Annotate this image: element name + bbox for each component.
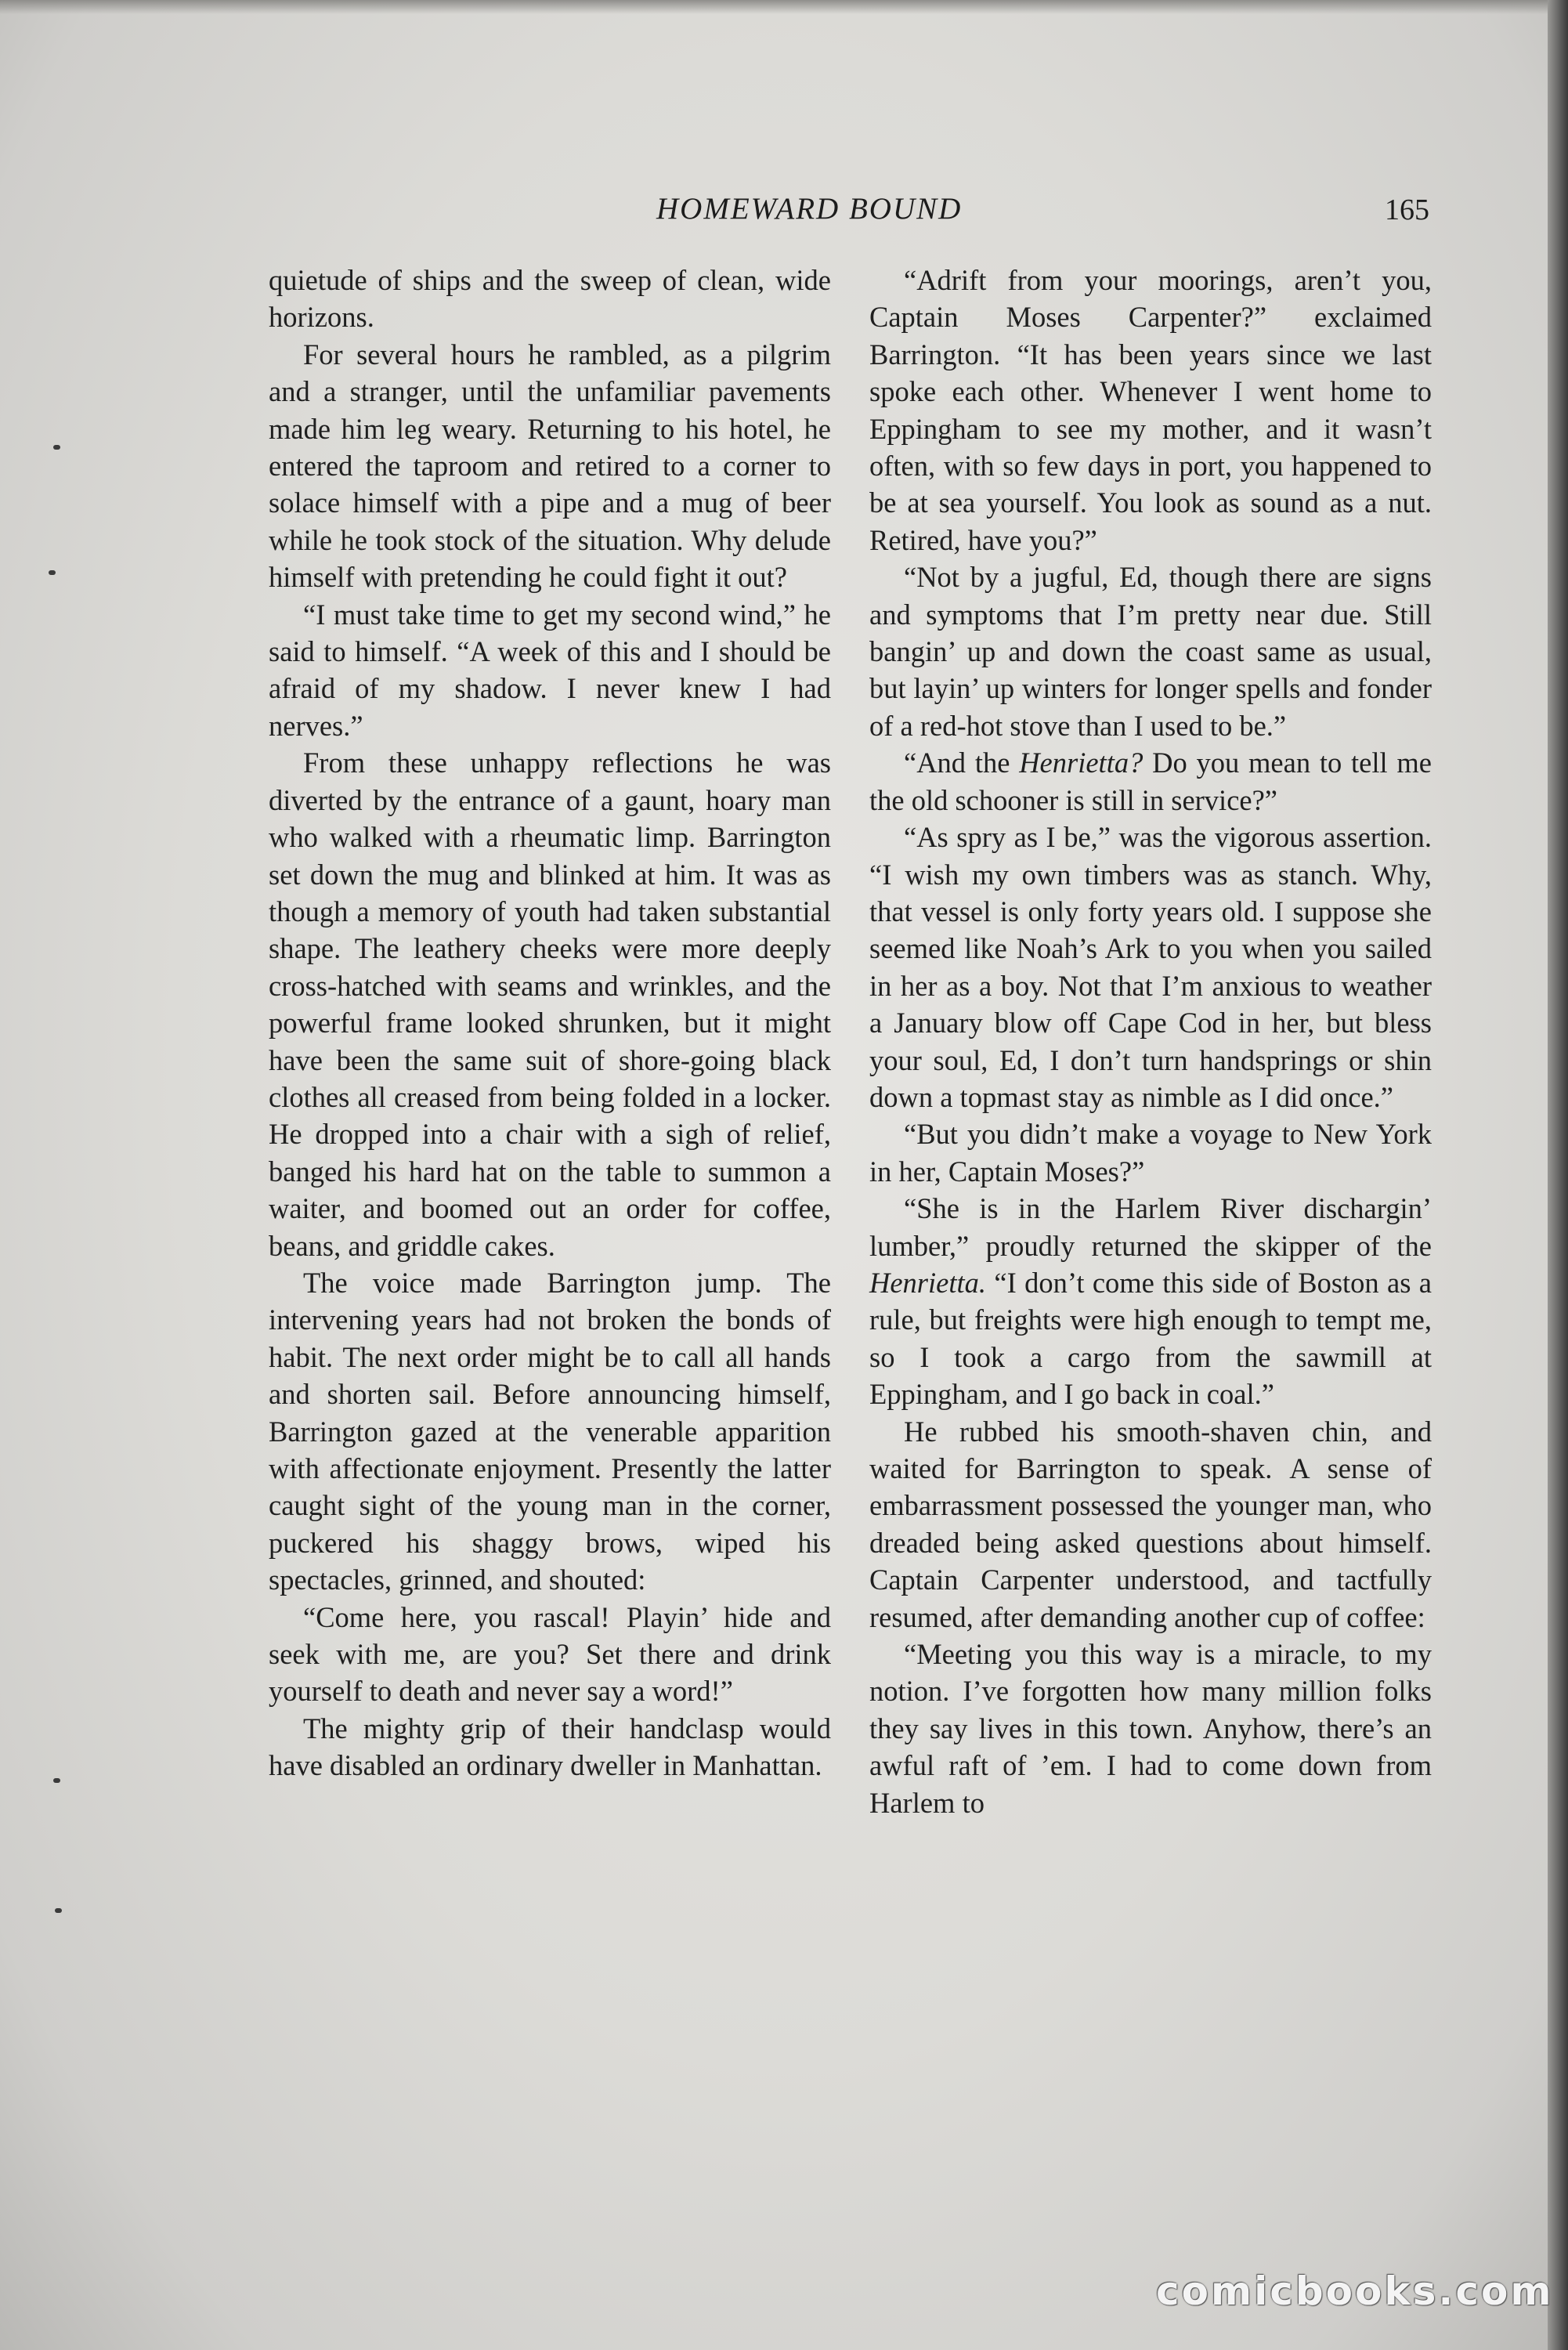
ship-name: Henrietta? xyxy=(1019,747,1143,779)
paragraph-text: “And the xyxy=(904,747,1020,779)
binding-hole-mark xyxy=(49,570,56,575)
right-text-column xyxy=(869,262,1432,1821)
paragraph xyxy=(869,744,1432,819)
paragraph xyxy=(869,1190,1432,1412)
paragraph: quietude of ships and the sweep of clean, wide horizons. xyxy=(269,264,831,334)
paragraph: “As spry as I be,” was the vigorous assertion. “I wish my own timbers was as stanch. Why, that vessel is only forty years old. I suppose she seemed like Noah’s Ark to you when you sailed in her as a boy. Not that I’m anxious to weather a January blow off Cape Cod in her, but bless your soul, Ed, I don’t turn handsprings or shin down a topmast stay as nimble as I did once.” xyxy=(869,821,1432,1113)
paragraph: “Not by a jugful, Ed, though there are signs and symptoms that I’m pretty near due. Still bangin’ up and down the coast same as usual, but layin’ up winters for longer spells and fonder of a red-hot stove than I used to be.” xyxy=(869,561,1432,742)
paragraph: “I must take time to get my second wind,” he said to himself. “A week of this and I should be afraid of my shadow. I never knew I had nerves.” xyxy=(269,598,831,742)
paragraph-text: Do you mean to tell me the old schooner is still in service?” xyxy=(869,747,1432,816)
running-head xyxy=(0,191,1568,238)
paragraph-text: “I don’t come this side of Boston as a rule, but freights were high enough to tempt me, so I took a cargo from the sawmill at Eppingham, and I go back in coal.” xyxy=(869,1266,1432,1411)
paragraph: “Meeting you this way is a miracle, to my notion. I’ve forgotten how many million folks they say lives in this town. Anyhow, there’s an awful raft of ’em. I had to come down from Harlem to xyxy=(869,1638,1432,1819)
paragraph: The voice made Barrington jump. The intervening years had not broken the bonds of habit. The next order might be to call all hands and shorten sail. Before announcing himself, Barrington gazed at the venerable apparition with affectionate enjoyment. Presently the latter caught sight of the young man in the corner, puckered his shaggy brows, wiped his spectacles, grinned, and shouted: xyxy=(269,1266,831,1596)
paragraph: “Come here, you rascal! Playin’ hide and seek with me, are you? Set there and drink yourself to death and never say a word!” xyxy=(269,1600,831,1708)
paragraph: The mighty grip of their handclasp would have disabled an ordinary dweller in Manhattan. xyxy=(269,1712,831,1782)
page-top-edge-shadow xyxy=(0,0,1568,14)
running-title: HOMEWARD BOUND xyxy=(656,192,963,226)
paragraph: He rubbed his smooth-shaven chin, and waited for Barrington to speak. A sense of embarrassment possessed the younger man, who dreaded being asked questions about himself. Captain Carpenter understood, and tactfully resumed, after demanding another cup of coffee: xyxy=(869,1415,1432,1633)
left-text-column xyxy=(269,262,831,1784)
site-watermark: comicbooks.com xyxy=(1156,2269,1554,2314)
page-number: 165 xyxy=(1385,193,1429,226)
paragraph: “But you didn’t make a voyage to New York in her, Captain Moses?” xyxy=(869,1118,1432,1188)
binding-hole-mark xyxy=(53,445,60,450)
paragraph: “Adrift from your moorings, aren’t you, Captain Moses Carpenter?” exclaimed Barrington. “It has been years since we last spoke each other. Whenever I went home to Eppingham to see my mother, and it wasn’t often, with so few days in port, you happened to be at sea yourself. You look as sound as a nut. Retired, have you?” xyxy=(869,264,1432,556)
binding-hole-mark xyxy=(53,1778,60,1783)
paragraph: From these unhappy reflections he was diverted by the entrance of a gaunt, hoary man who walked with a rheumatic limp. Barrington set down the mug and blinked at him. It was as though a memory of youth had taken substantial shape. The leathery cheeks were more deeply cross-hatched with seams and wrinkles, and the powerful frame looked shrunken, but it might have been the same suit of shore-going black clothes all creased from being folded in a locker. He dropped into a chair with a sigh of relief, banged his hard hat on the table to summon a waiter, and boomed out an order for coffee, beans, and griddle cakes. xyxy=(269,747,831,1262)
paragraph: For several hours he rambled, as a pilgrim and a stranger, until the unfamiliar pavements made him leg weary. Returning to his hotel, he entered the taproom and retired to a corner to solace himself with a pipe and a mug of beer while he took stock of the situation. Why delude himself with pretending he could fight it out? xyxy=(269,338,831,594)
binding-hole-mark xyxy=(55,1908,62,1913)
ship-name: Henrietta. xyxy=(869,1266,987,1299)
page-right-edge-shadow xyxy=(1548,0,1568,2350)
paragraph-text: “She is in the Harlem River dischargin’ lumber,” proudly returned the skipper of the xyxy=(869,1192,1432,1262)
